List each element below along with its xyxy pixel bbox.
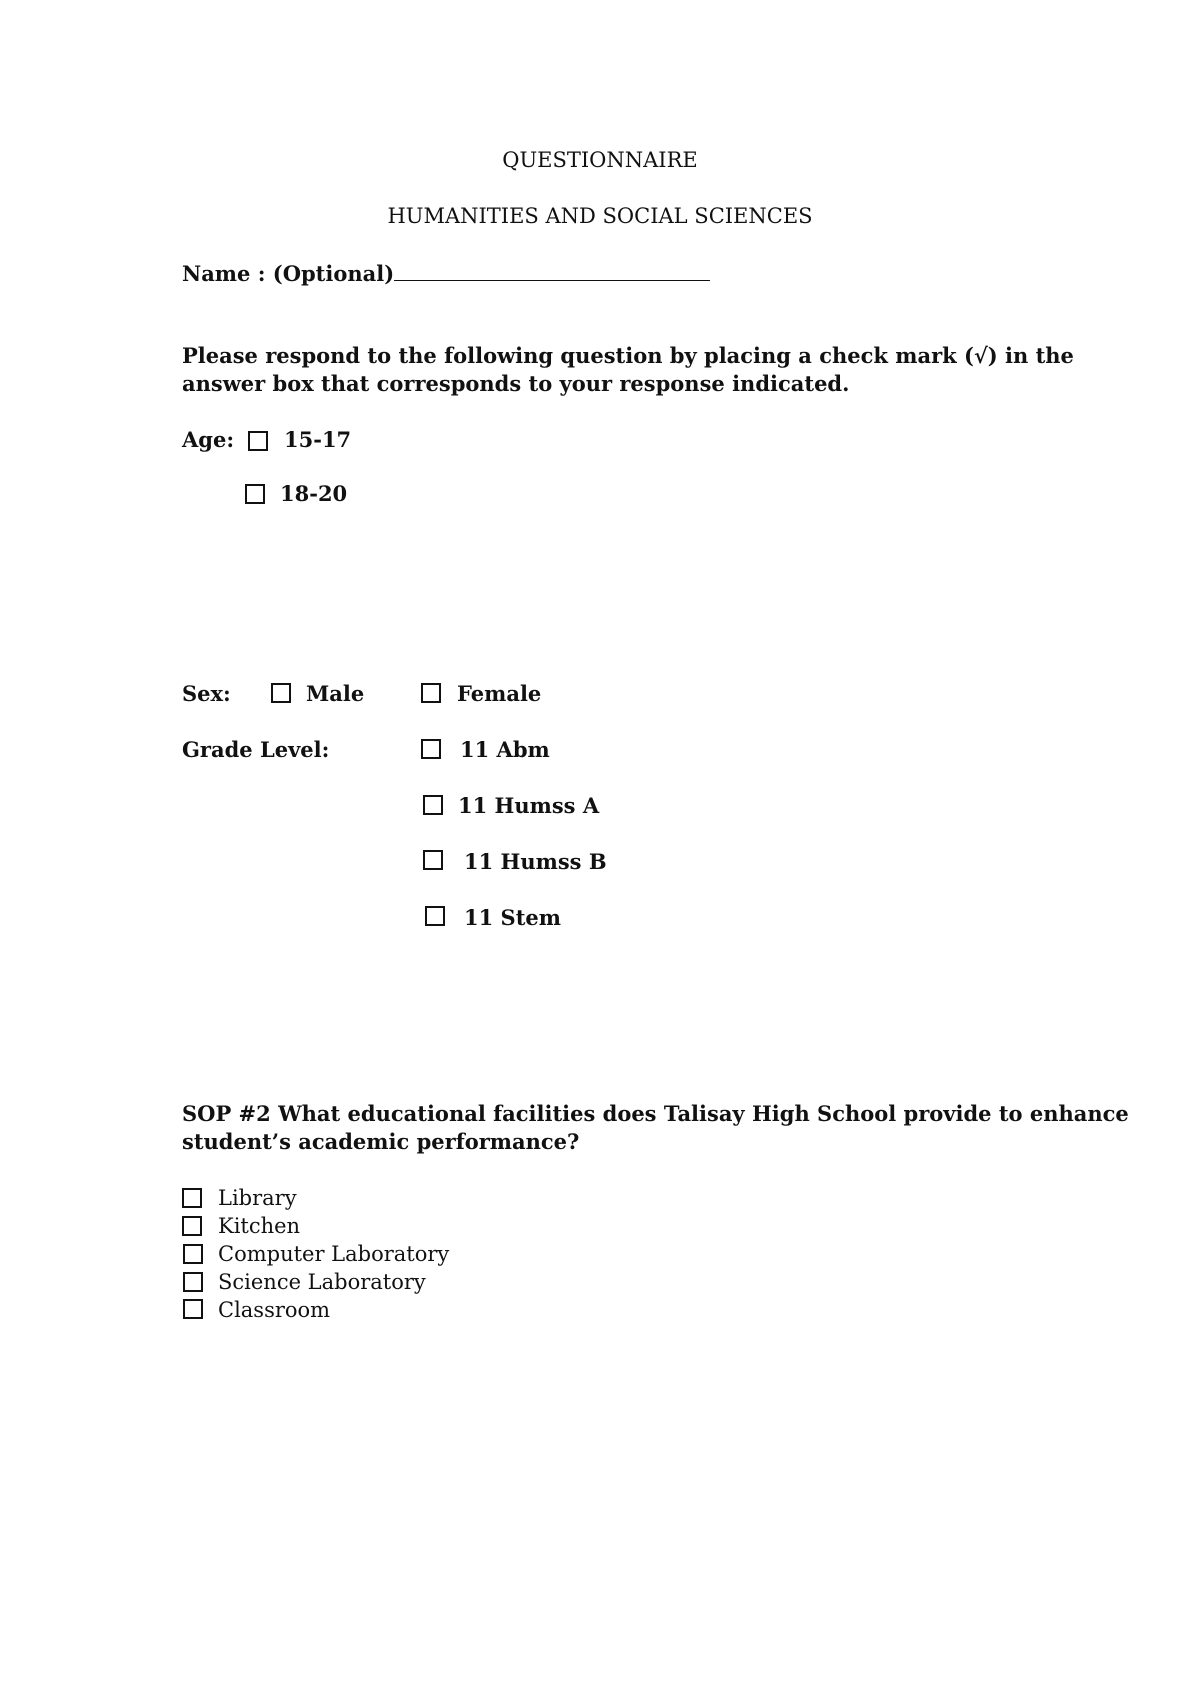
grade-11-stem-checkbox[interactable]	[425, 906, 445, 926]
age-15-17-checkbox[interactable]	[248, 431, 268, 451]
sop2-question-line-1: SOP #2 What educational facilities does Talisay High School provide to enhance	[182, 1101, 1129, 1126]
page-title: QUESTIONNAIRE	[502, 148, 698, 172]
sex-option-female: Female	[457, 681, 542, 706]
facility-option-science-laboratory: Science Laboratory	[218, 1270, 426, 1294]
name-field-row	[182, 258, 710, 288]
instruction-line-1: Please respond to the following question by placing a check mark (√) in the	[182, 343, 1074, 368]
grade-option-11-abm: 11 Abm	[460, 737, 550, 762]
facility-science-laboratory-checkbox[interactable]	[183, 1272, 203, 1292]
age-option-15-17: 15-17	[284, 427, 352, 452]
page-subtitle: HUMANITIES AND SOCIAL SCIENCES	[387, 204, 813, 228]
facility-option-classroom: Classroom	[218, 1298, 331, 1322]
grade-11-abm-checkbox[interactable]	[421, 739, 441, 759]
sop2-question-line-2: student’s academic performance?	[182, 1129, 580, 1154]
grade-option-11-humss-b: 11 Humss B	[464, 849, 607, 874]
facility-option-kitchen: Kitchen	[218, 1214, 301, 1238]
sex-male-checkbox[interactable]	[271, 683, 291, 703]
age-18-20-checkbox[interactable]	[245, 484, 265, 504]
grade-11-humss-b-checkbox[interactable]	[423, 850, 443, 870]
sex-label: Sex:	[182, 681, 231, 706]
grade-option-11-stem: 11 Stem	[464, 905, 561, 930]
grade-option-11-humss-a: 11 Humss A	[458, 793, 600, 818]
instruction-line-2: answer box that corresponds to your response indicated.	[182, 371, 850, 396]
grade-11-humss-a-checkbox[interactable]	[423, 795, 443, 815]
sex-female-checkbox[interactable]	[421, 683, 441, 703]
facility-option-computer-laboratory: Computer Laboratory	[218, 1242, 450, 1266]
name-input-line[interactable]	[394, 258, 710, 281]
facility-option-library: Library	[218, 1186, 297, 1210]
sex-option-male: Male	[306, 681, 365, 706]
facility-kitchen-checkbox[interactable]	[182, 1216, 202, 1236]
facility-library-checkbox[interactable]	[182, 1188, 202, 1208]
facility-computer-laboratory-checkbox[interactable]	[183, 1244, 203, 1264]
facility-classroom-checkbox[interactable]	[183, 1299, 203, 1319]
name-label: Name : (Optional)	[182, 261, 395, 286]
age-label: Age:	[182, 427, 235, 452]
grade-level-label: Grade Level:	[182, 737, 330, 762]
age-option-18-20: 18-20	[280, 481, 348, 506]
